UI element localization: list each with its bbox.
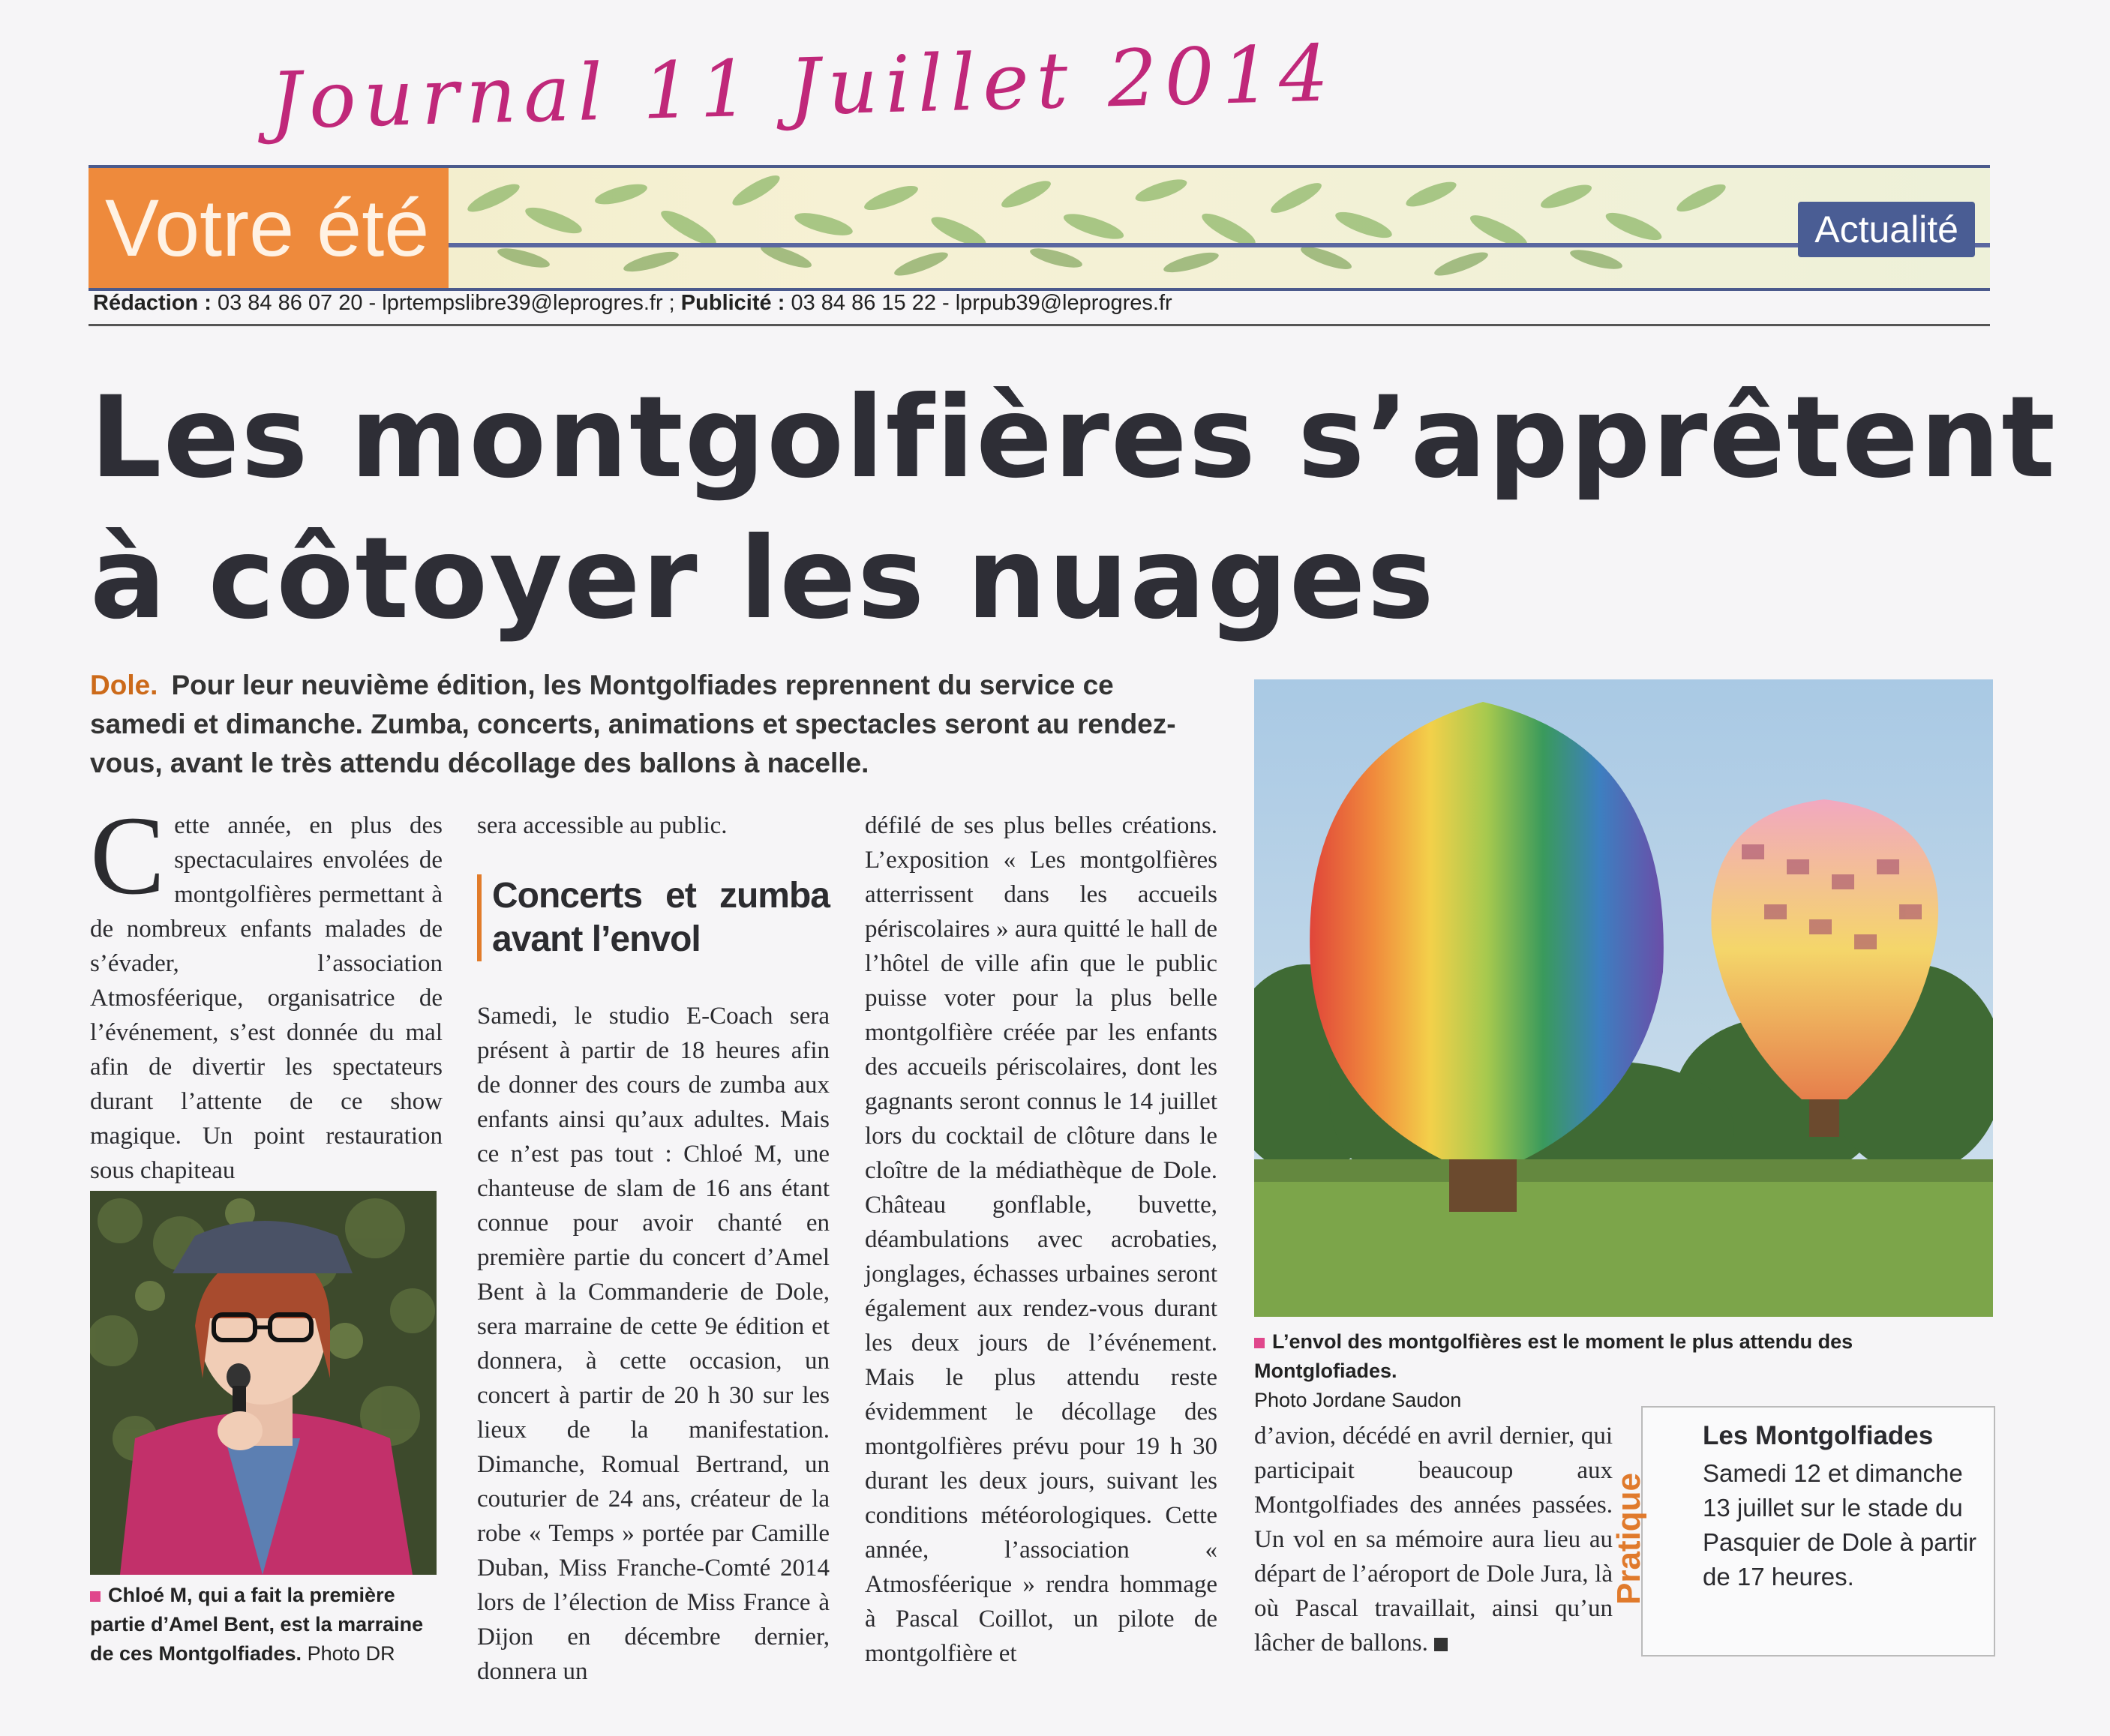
contact-label-publicite: Publicité : xyxy=(680,291,785,315)
section-title: Votre été xyxy=(89,168,449,288)
lead-text: Pour leur neuvième édition, les Montgolfiades reprennent du service ce samedi et dimanche. Zumba, concerts, animations et spectacles seront au rendez-vous, avant le très attendu décollage des ballons à nacelle. xyxy=(90,670,1176,778)
column-3-text: défilé de ses plus belles créations. L’exposition « Les montgolfières atterrissent dans les accueils périscolaires » aura quitté le hall de l’hôtel de ville afin que le public puisse voter pour la plus belle montgolfière créée par les enfants des accueils périscolaires, dont les gagnants seront connus le 14 juillet lors du cocktail de clôture dans le cloître de la médiathèque de Dole. Château gonflable, buvette, déambulations avec acrobaties, jonglages, échasses urbaines seront également aux rendez-vous durant les deux jours de l’événement. Mais le plus attendu reste évidemment le décollage des montgolfières prévu pour 19 h 30 durant les deux jours, suivant les conditions météorologiques. Cette année, l’association « Atmosféerique » rendra hommage à Pascal Coillot, un pilote de montgolfière et xyxy=(865,812,1217,1667)
leaf-pattern-decoration xyxy=(449,168,1990,288)
practical-title: Les Montgolfiades xyxy=(1703,1421,1934,1450)
column-2-text-b: Samedi, le studio E-Coach sera présent à partir de 18 heures afin de donner des cours de zumba aux enfants ainsi qu’aux adultes. Mais ce n’est pas tout : Chloé M, une chanteuse de slam de 16 ans étant connue pour avoir chanté en première partie du concert d’Amel Bent à la Commanderie de Dole, sera marraine de cette 9e édition et donnera, à cette occasion, un concert à partir de 20 h 30 sur les lieux de la manifestation. Dimanche, Romual Bertrand, un couturier de 24 ans, créateur de la robe « Temps » portée par Camille Duban, Miss Franche-Comté 2014 lors de l’élection de Miss France à Dijon en décembre dernier, donnera un xyxy=(477,1003,830,1685)
practical-info-box xyxy=(1610,1406,1995,1657)
headline-line-1: Les montgolfières s’apprêtent xyxy=(90,373,2057,503)
photo-singer xyxy=(90,1191,437,1575)
caption-bullet-icon xyxy=(1254,1338,1265,1348)
singer-illustration xyxy=(90,1191,437,1575)
article-headline xyxy=(90,367,2057,649)
practical-label: Pratique xyxy=(1610,1472,1648,1606)
practical-label-wrap xyxy=(1610,1430,1683,1648)
column-1 xyxy=(90,793,443,1188)
column-1-text: ette année, en plus des spectaculaires envolées de montgolfières permettant à de nombreux enfants malades de s’évader, l’association Atmosféerique, organisatrice de l’événement, s’est donnée du mal afin de divertir les spectateurs durant l’attente de ce show magique. Un point restauration sous chapiteau xyxy=(90,812,443,1184)
contact-label-redaction: Rédaction : xyxy=(93,291,212,315)
photo-balloons-caption xyxy=(1254,1327,1997,1415)
section-banner xyxy=(89,165,1990,291)
contact-redaction: 03 84 86 07 20 - lprtempslibre39@leprogres.fr ; xyxy=(217,291,675,315)
photo-singer-credit: Photo DR xyxy=(307,1642,395,1665)
photo-balloons xyxy=(1254,679,1993,1317)
headline-line-2: à côtoyer les nuages xyxy=(90,514,1436,644)
practical-body: Samedi 12 et dimanche 13 juillet sur le stade du Pasquier de Dole à partir de 17 heures. xyxy=(1703,1459,1977,1591)
contact-publicite: 03 84 86 15 22 - lprpub39@leprogres.fr xyxy=(791,291,1172,315)
caption-bullet-icon xyxy=(90,1591,101,1602)
column-2-text-a: sera accessible au public. xyxy=(477,812,728,839)
rubric-tag: Actualité xyxy=(1798,202,1975,257)
balloons-illustration xyxy=(1254,679,1993,1317)
end-of-article-icon xyxy=(1434,1638,1448,1651)
article-lead xyxy=(90,666,1185,783)
column-2 xyxy=(477,808,830,1689)
photo-singer-caption xyxy=(90,1581,443,1669)
contact-line xyxy=(93,291,1172,316)
banner-rule xyxy=(449,243,1990,247)
header-rule xyxy=(89,324,1990,326)
photo-balloons-caption-text: L’envol des montgolfières est le moment le plus attendu des Montglofiades. xyxy=(1254,1330,1853,1382)
photo-singer-caption-text: Chloé M, qui a fait la première partie d’Amel Bent, est la marraine de ces Montgolfiades. xyxy=(90,1584,424,1665)
photo-balloons-credit: Photo Jordane Saudon xyxy=(1254,1389,1462,1411)
column-4 xyxy=(1254,1419,1613,1660)
dateline-city: Dole. xyxy=(90,670,158,700)
drop-cap: C xyxy=(90,793,166,918)
column-3 xyxy=(865,808,1217,1671)
subheading: Concerts et zumba avant l’envol xyxy=(477,874,830,961)
handwritten-date-note: Journal 11 Juillet 2014 xyxy=(269,27,1337,147)
column-4-text: d’avion, décédé en avril dernier, qui participait beaucoup aux Montgolfiades des années passées. Un vol en sa mémoire aura lieu au départ de l’aéroport de Dole Jura, là où Pascal travaillait, ainsi qu’un lâcher de ballons. xyxy=(1254,1423,1613,1657)
